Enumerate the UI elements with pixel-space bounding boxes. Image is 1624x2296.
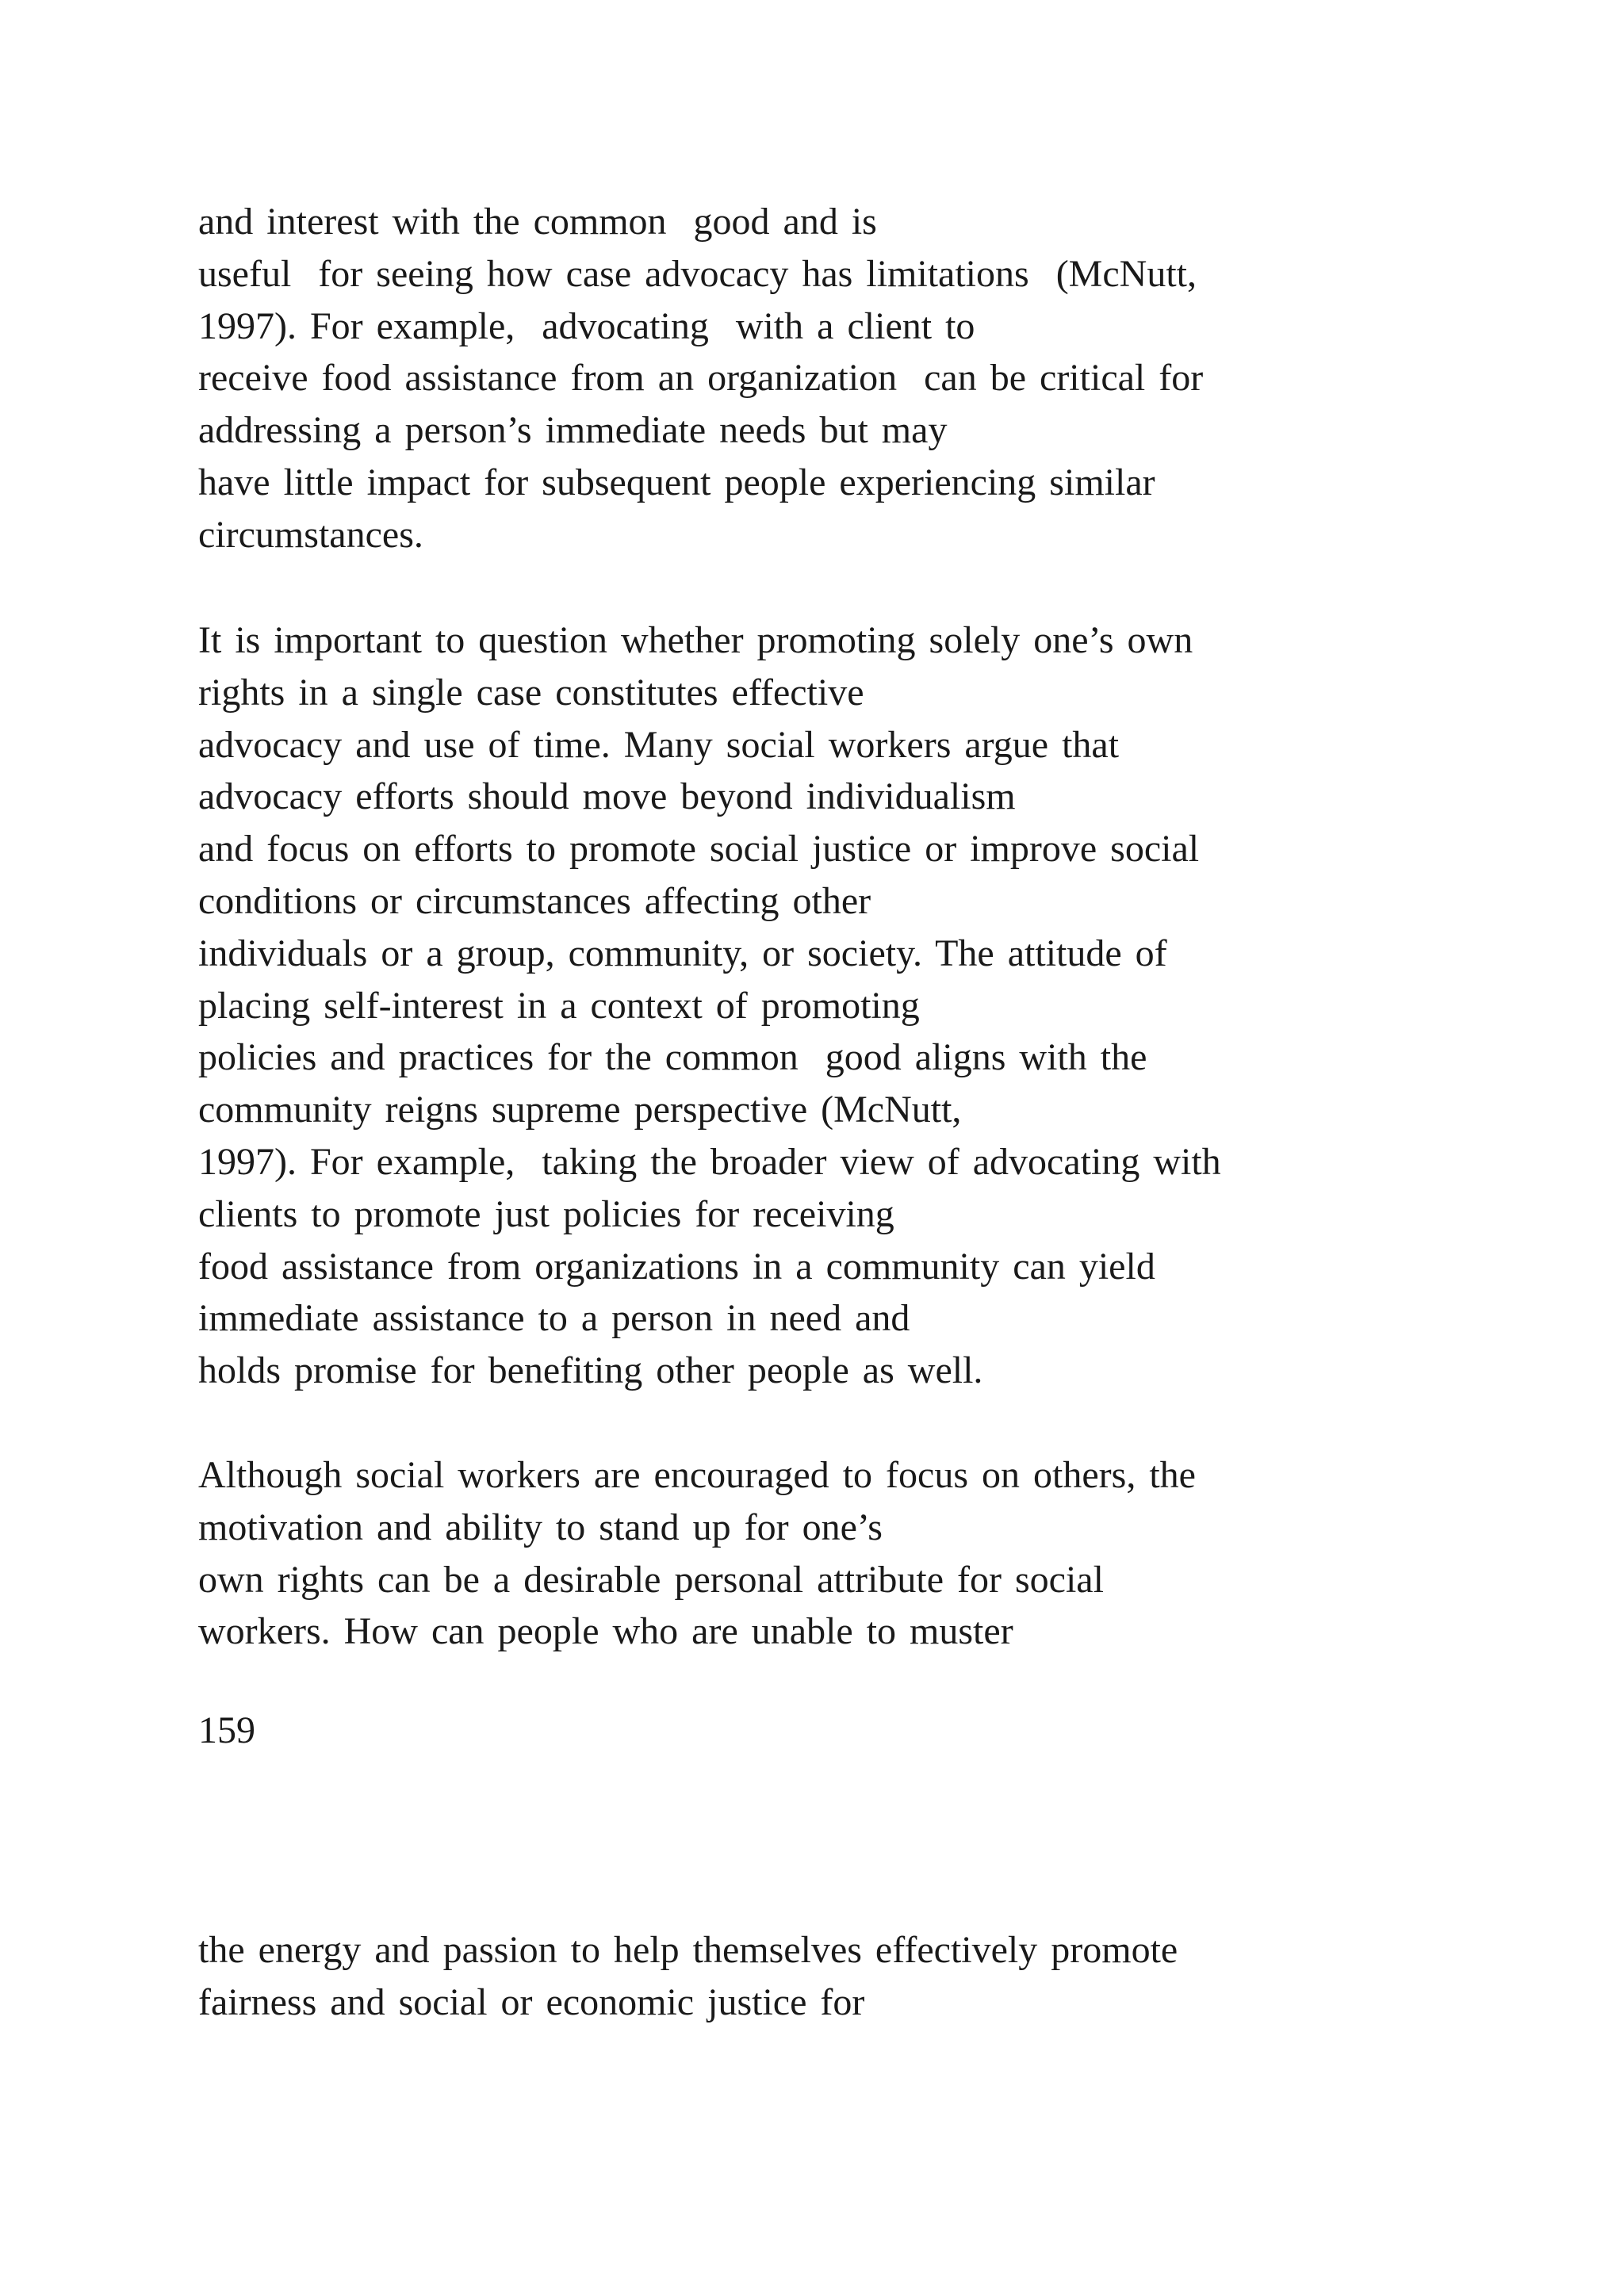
text-line: and focus on efforts to promote social justice or improve social: [198, 828, 1200, 871]
text-line: circumstances.: [198, 513, 423, 556]
text-line: addressing a person’s immediate needs but may: [198, 409, 948, 452]
text-line: individuals or a group, community, or society. The attitude of: [198, 932, 1167, 974]
text-line: Although social workers are encouraged to focus on others, the: [198, 1454, 1196, 1496]
text-line: 1997). For example, advocating with a client to: [198, 304, 975, 347]
text-line: immediate assistance to a person in need and: [198, 1297, 910, 1340]
text-line: motivation and ability to stand up for one’s: [198, 1506, 883, 1548]
text-line: advocacy efforts should move beyond individualism: [198, 775, 1016, 818]
text-line: community reigns supreme perspective (McNutt,: [198, 1089, 962, 1131]
text-line: 1997). For example, taking the broader view of advocating with: [198, 1140, 1221, 1183]
paragraph-1: [198, 196, 1435, 561]
text-line: It is important to question whether promoting solely one’s own: [198, 619, 1193, 661]
text-line: useful for seeing how case advocacy has limitations (McNutt,: [198, 252, 1197, 295]
text-line: receive food assistance from an organization can be critical for: [198, 357, 1204, 400]
text-line: and interest with the common good and is: [198, 201, 877, 243]
text-line: rights in a single case constitutes effective: [198, 671, 864, 714]
text-line: workers. How can people who are unable to muster: [198, 1610, 1013, 1653]
page-number: [198, 1705, 1435, 1757]
text-line: clients to promote just policies for receiving: [198, 1192, 894, 1235]
text-line: holds promise for benefiting other people as well.: [198, 1349, 983, 1392]
text-line: policies and practices for the common good aligns with the: [198, 1036, 1147, 1079]
paragraph-2: [198, 614, 1435, 1397]
paragraph-3: [198, 1449, 1435, 1658]
text-line: advocacy and use of time. Many social workers argue that: [198, 723, 1120, 766]
text-line: placing self-interest in a context of promoting: [198, 984, 920, 1027]
text-line: conditions or circumstances affecting other: [198, 879, 871, 922]
text-line: have little impact for subsequent people experiencing similar: [198, 461, 1155, 503]
text-line: the energy and passion to help themselves effectively promote: [198, 1929, 1178, 1971]
text-line: fairness and social or economic justice for: [198, 1980, 865, 2023]
page-number-text: 159: [198, 1709, 255, 1751]
text-line: own rights can be a desirable personal attribute for social: [198, 1558, 1104, 1601]
paragraph-4: [198, 1924, 1435, 2029]
text-line: food assistance from organizations in a community can yield: [198, 1245, 1155, 1288]
